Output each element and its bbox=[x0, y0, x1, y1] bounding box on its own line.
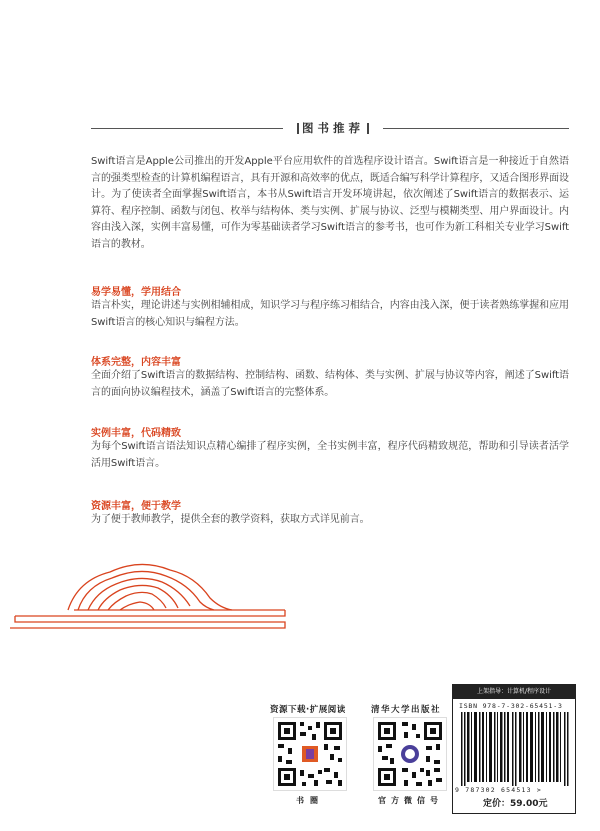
page-title: 图书推荐 bbox=[302, 121, 364, 135]
feature-body-4: 为了便于教师教学，提供全套的教学资料，获取方式详见前言。 bbox=[91, 514, 370, 525]
qr-right-caption: 官方微信号 bbox=[378, 796, 443, 805]
feature-body-2: 全面介绍了Swift语言的数据结构、控制结构、函数、结构体、类与实例、扩展与协议等内容，阐述了Swift语言的面向协议编程技术，涵盖了Swift语言的完整体系。 bbox=[91, 370, 569, 398]
cloud-ornament bbox=[0, 540, 600, 640]
qr-left-caption: 书圈 bbox=[296, 796, 324, 805]
category-label: 上架指导：计算机/程序设计 bbox=[453, 685, 575, 699]
price-label: 定价：59.00元 bbox=[483, 799, 548, 809]
qr-code-right bbox=[373, 717, 447, 791]
feature-title-3: 实例丰富，代码精致 bbox=[91, 428, 181, 439]
header-line-left bbox=[91, 128, 283, 129]
qr-code-left bbox=[273, 717, 347, 791]
feature-body-3: 为每个Swift语言语法知识点精心编排了程序实例，全书实例丰富，程序代码精致规范，帮助和引导读者活学活用Swift语言。 bbox=[91, 441, 569, 469]
section-header bbox=[283, 119, 383, 137]
qr-left-title: 资源下载·扩展阅读 bbox=[270, 705, 346, 715]
barcode-icon bbox=[461, 712, 569, 786]
feature-body-1: 语言朴实，理论讲述与实例相辅相成，知识学习与程序练习相结合，内容由浅入深，便于读者熟练掌握和应用Swift语言的核心知识与编程方法。 bbox=[91, 300, 569, 328]
barcode-panel bbox=[452, 684, 576, 814]
barcode-number: 9 787302 654513 > bbox=[455, 786, 542, 794]
feature-title-2: 体系完整，内容丰富 bbox=[91, 357, 181, 368]
header-line-right bbox=[383, 128, 569, 129]
feature-title-1: 易学易懂，学用结合 bbox=[91, 287, 181, 298]
isbn-text: ISBN 978-7-302-65451-3 bbox=[459, 702, 563, 710]
qr-right-title: 清华大学出版社 bbox=[371, 705, 442, 715]
feature-title-4: 资源丰富，便于教学 bbox=[91, 501, 181, 512]
intro-paragraph: Swift语言是Apple公司推出的开发Apple平台应用软件的首选程序设计语言。Swift语言是一种接近于自然语言的强类型检查的计算机编程语言，具有开源和高效率的优点，既适合编写科学计算程序，又适合图形界面设计。为了使读者全面掌握Swift语言，本书从Swift语言开发环境讲起，依次阐述了Swift语言的数据表示、运算符、程序控制、函数与闭包、枚举与结构体、类与实例、扩展与协议、泛型与模糊类型、用户界面设计。内容由浅入深，实例丰富易懂，可作为零基础读者学习Swift语言的参考书，也可作为新工科相关专业学习Swift语言的教材。 bbox=[91, 156, 569, 250]
